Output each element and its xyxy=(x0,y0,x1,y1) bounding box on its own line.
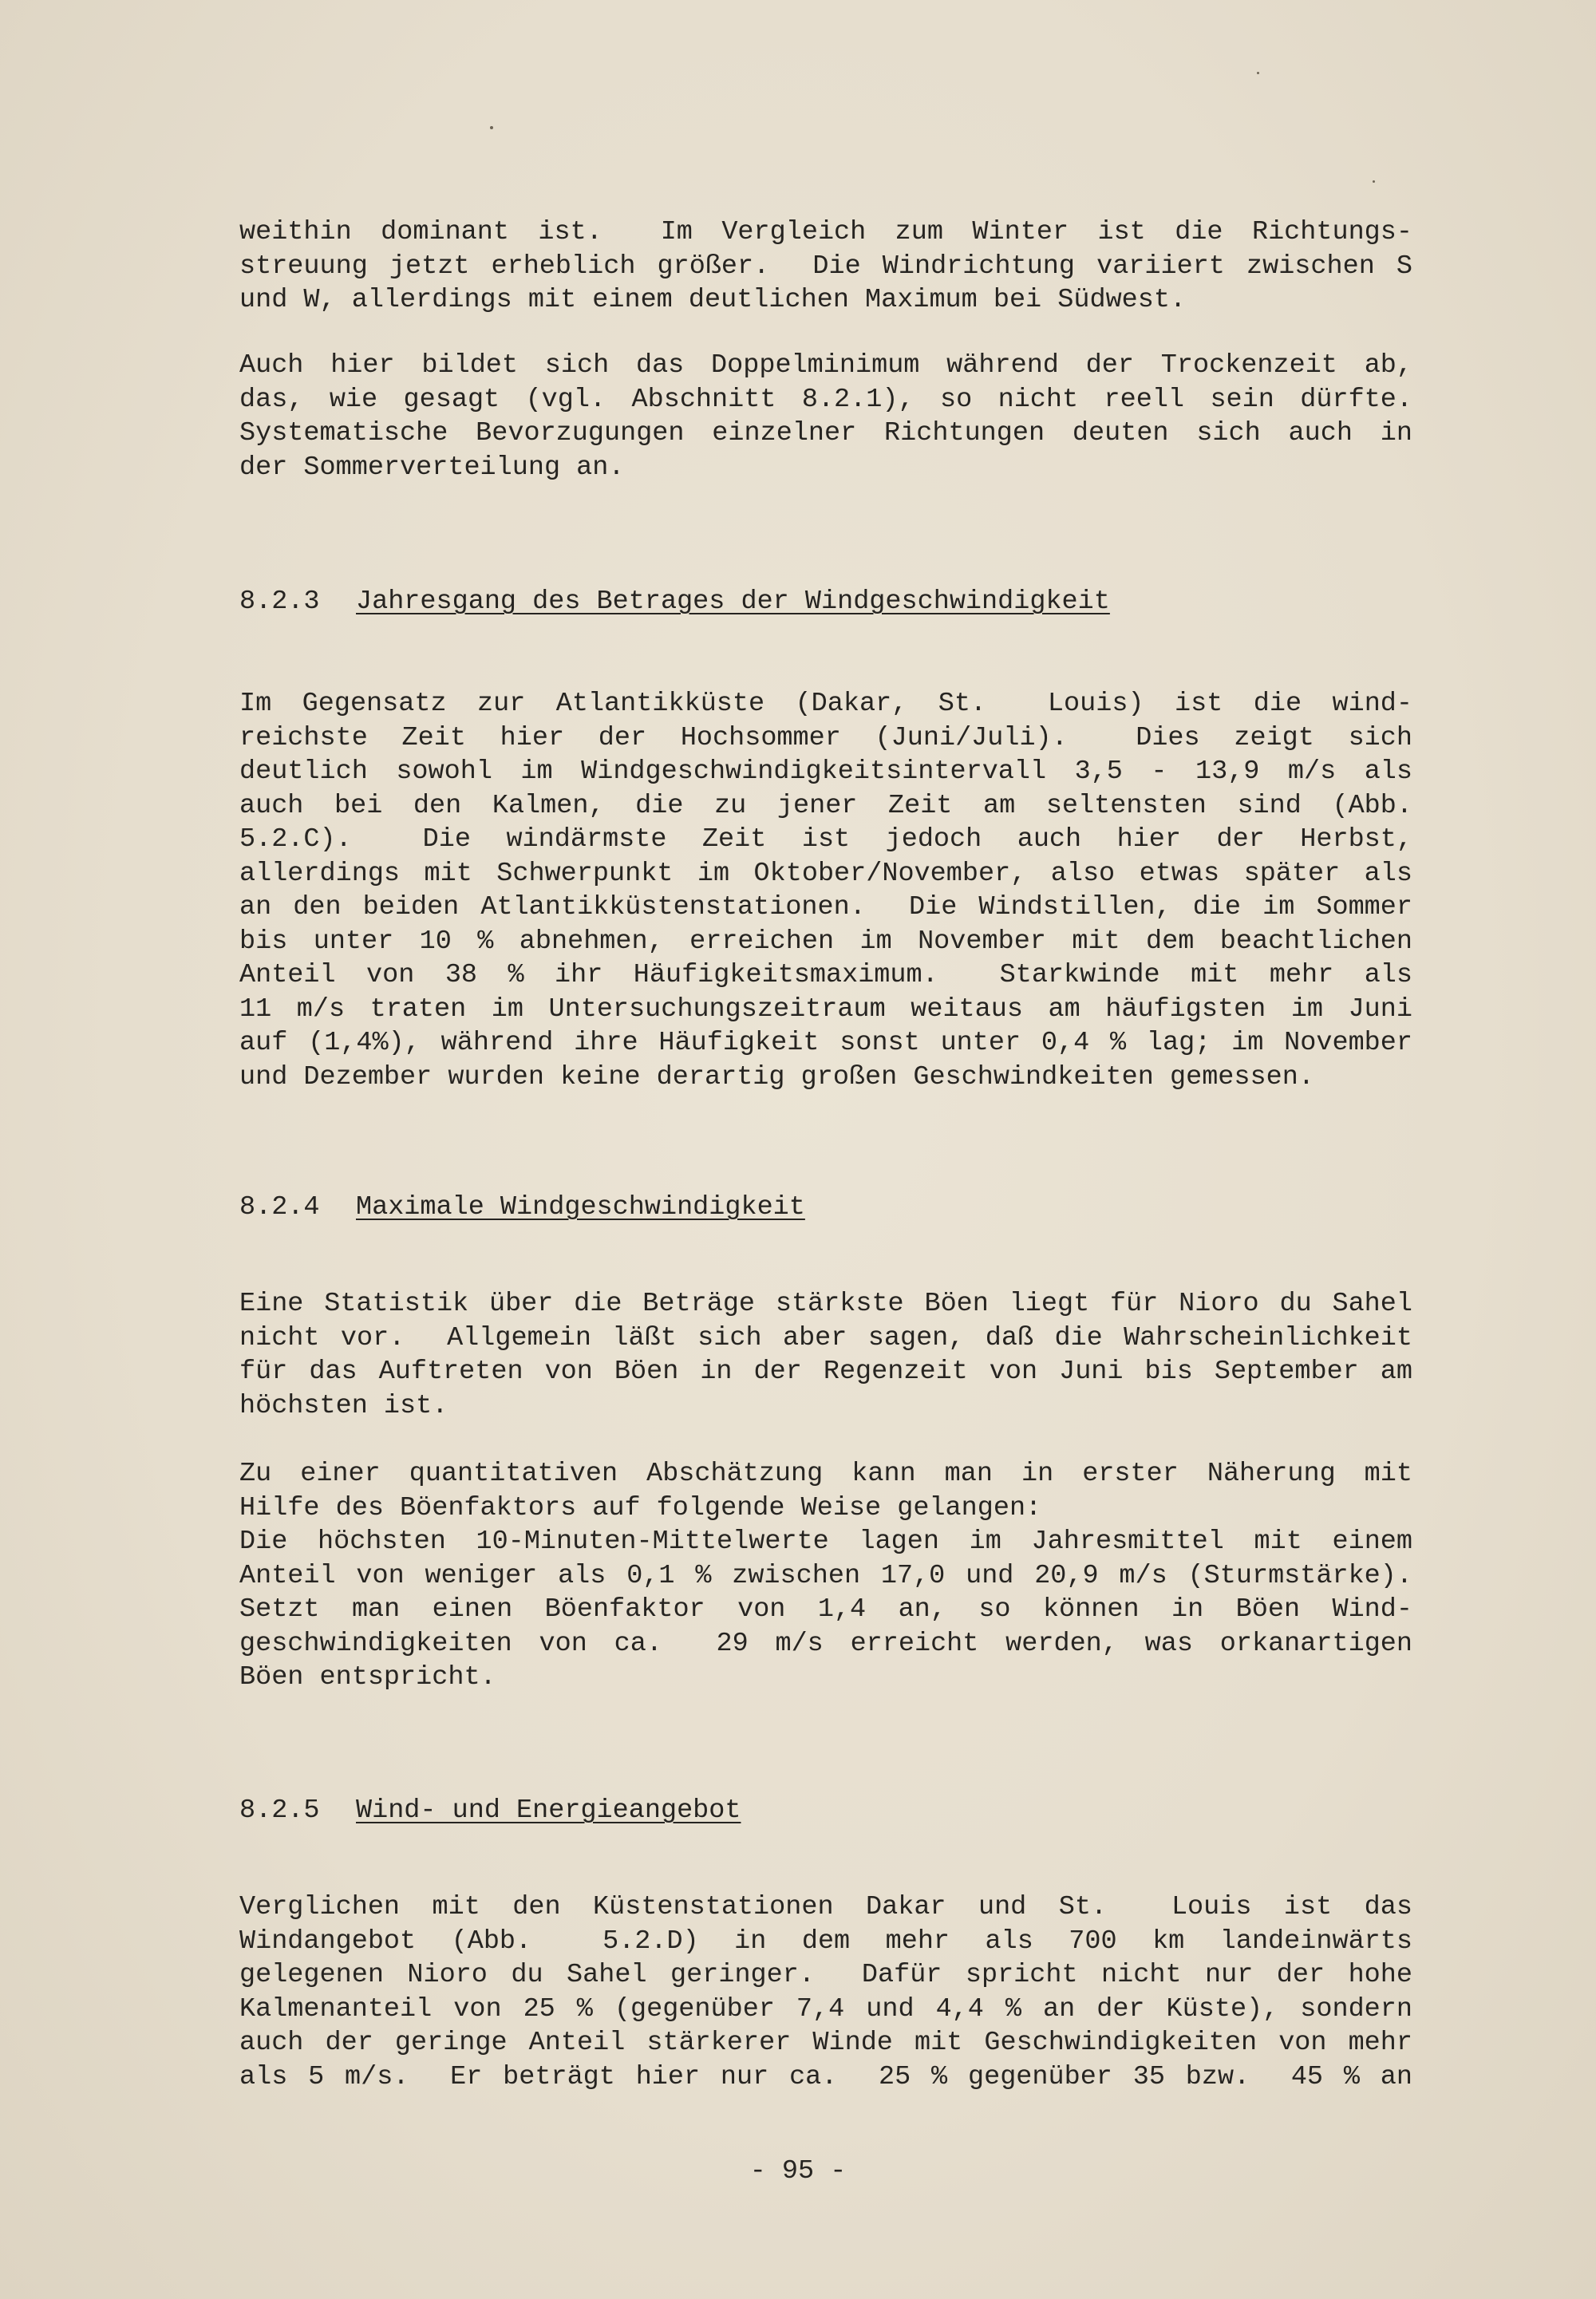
text-line: an den beiden Atlantikküstenstationen. Die Windstillen, die im Sommer xyxy=(239,892,1412,922)
paragraph-double-minimum xyxy=(239,349,1412,484)
text-line: das, wie gesagt (vgl. Abschnitt 8.2.1), so nicht reell sein dürfte. xyxy=(239,384,1412,415)
text-line: Im Gegensatz zur Atlantikküste (Dakar, St. Louis) ist die wind- xyxy=(239,689,1412,719)
text-line: reichste Zeit hier der Hochsommer (Juni/Juli). Dies zeigt sich xyxy=(239,722,1412,753)
paragraph-annual-wind-speed xyxy=(239,687,1412,1094)
text-line: Kalmenanteil von 25 % (gegenüber 7,4 und 4,4 % an der Küste), sondern xyxy=(239,1993,1412,2024)
text-line: Verglichen mit den Küstenstationen Dakar und St. Louis ist das xyxy=(239,1892,1412,1922)
text-line: nicht vor. Allgemein läßt sich aber sagen, daß die Wahrscheinlichkeit xyxy=(239,1322,1412,1353)
section-title: Maximale Windgeschwindigkeit xyxy=(356,1192,805,1223)
text-line: bis unter 10 % abnehmen, erreichen im November mit dem beachtlichen xyxy=(239,926,1412,957)
text-line: für das Auftreten von Böen in der Regenzeit von Juni bis September am xyxy=(239,1357,1412,1387)
section-title: Wind- und Energieangebot xyxy=(356,1795,741,1826)
text-line: Anteil von 38 % ihr Häufigkeitsmaximum. Starkwinde mit mehr als xyxy=(239,960,1412,990)
text-line: deutlich sowohl im Windgeschwindigkeitsintervall 3,5 - 13,9 m/s als xyxy=(239,756,1412,787)
text-line: auch bei den Kalmen, die zu jener Zeit am seltensten sind (Abb. xyxy=(239,790,1412,821)
text-line: Zu einer quantitativen Abschätzung kann man in erster Näherung mit xyxy=(239,1459,1412,1489)
text-line: auch der geringe Anteil stärkerer Winde mit Geschwindigkeiten von mehr xyxy=(239,2028,1412,2058)
text-line: als 5 m/s. Er beträgt hier nur ca. 25 % gegenüber 35 bzw. 45 % an xyxy=(239,2061,1412,2092)
text-line: allerdings mit Schwerpunkt im Oktober/November, also etwas später als xyxy=(239,858,1412,889)
text-line: und Dezember wurden keine derartig großen Geschwindkeiten gemessen. xyxy=(239,1061,1314,1092)
section-title: Jahresgang des Betrages der Windgeschwindigkeit xyxy=(356,587,1110,617)
text-line: streuung jetzt erheblich größer. Die Windrichtung variiert zwischen S xyxy=(239,251,1412,282)
paragraph-wind-energy-supply xyxy=(239,1890,1412,2094)
scan-speck xyxy=(490,126,493,129)
text-line: 11 m/s traten im Untersuchungszeitraum weitaus am häufigsten im Juni xyxy=(239,993,1412,1025)
text-line: höchsten ist. xyxy=(239,1390,448,1421)
text-line: der Sommerverteilung an. xyxy=(239,452,625,483)
section-heading-8-2-3 xyxy=(239,585,1110,618)
text-line: Systematische Bevorzugungen einzelner Richtungen deuten sich auch in xyxy=(239,418,1412,448)
text-line: Setzt man einen Böenfaktor von 1,4 an, so können in Böen Wind- xyxy=(239,1594,1412,1625)
section-heading-8-2-5 xyxy=(239,1794,741,1827)
scan-speck xyxy=(1257,72,1259,74)
text-line: Eine Statistik über die Beträge stärkste Böen liegt für Nioro du Sahel xyxy=(239,1289,1412,1319)
section-number: 8.2.3 xyxy=(239,587,320,617)
text-line: auf (1,4%), während ihre Häufigkeit sonst unter 0,4 % lag; im November xyxy=(239,1028,1412,1058)
paragraph-gust-statistics xyxy=(239,1287,1412,1423)
text-line: Anteil von weniger als 0,1 % zwischen 17,0 und 20,9 m/s (Sturmstärke). xyxy=(239,1560,1412,1591)
page-number: - 95 - xyxy=(749,2156,847,2186)
paragraph-wind-direction-summer xyxy=(239,215,1412,318)
text-line: weithin dominant ist. Im Vergleich zum Winter ist die Richtungs- xyxy=(239,217,1412,247)
text-line: Die höchsten 10-Minuten-Mittelwerte lagen im Jahresmittel mit einem xyxy=(239,1527,1412,1557)
text-line: Böen entspricht. xyxy=(239,1662,496,1693)
text-line: Auch hier bildet sich das Doppelminimum während der Trockenzeit ab, xyxy=(239,350,1412,381)
text-line: 5.2.C). Die windärmste Zeit ist jedoch auch hier der Herbst, xyxy=(239,824,1412,855)
section-number: 8.2.4 xyxy=(239,1192,320,1223)
scan-speck xyxy=(1373,180,1375,183)
text-line: Windangebot (Abb. 5.2.D) in dem mehr als 700 km landeinwärts xyxy=(239,1926,1412,1957)
text-line: gelegenen Nioro du Sahel geringer. Dafür spricht nicht nur der hohe xyxy=(239,1960,1412,1990)
text-line: Hilfe des Böenfaktors auf folgende Weise gelangen: xyxy=(239,1492,1042,1523)
text-line: geschwindigkeiten von ca. 29 m/s erreicht werden, was orkanartigen xyxy=(239,1628,1412,1659)
section-number: 8.2.5 xyxy=(239,1795,320,1826)
section-heading-8-2-4 xyxy=(239,1191,805,1224)
text-line: und W, allerdings mit einem deutlichen Maximum bei Südwest. xyxy=(239,285,1187,315)
paragraph-gust-factor-estimate xyxy=(239,1457,1412,1695)
